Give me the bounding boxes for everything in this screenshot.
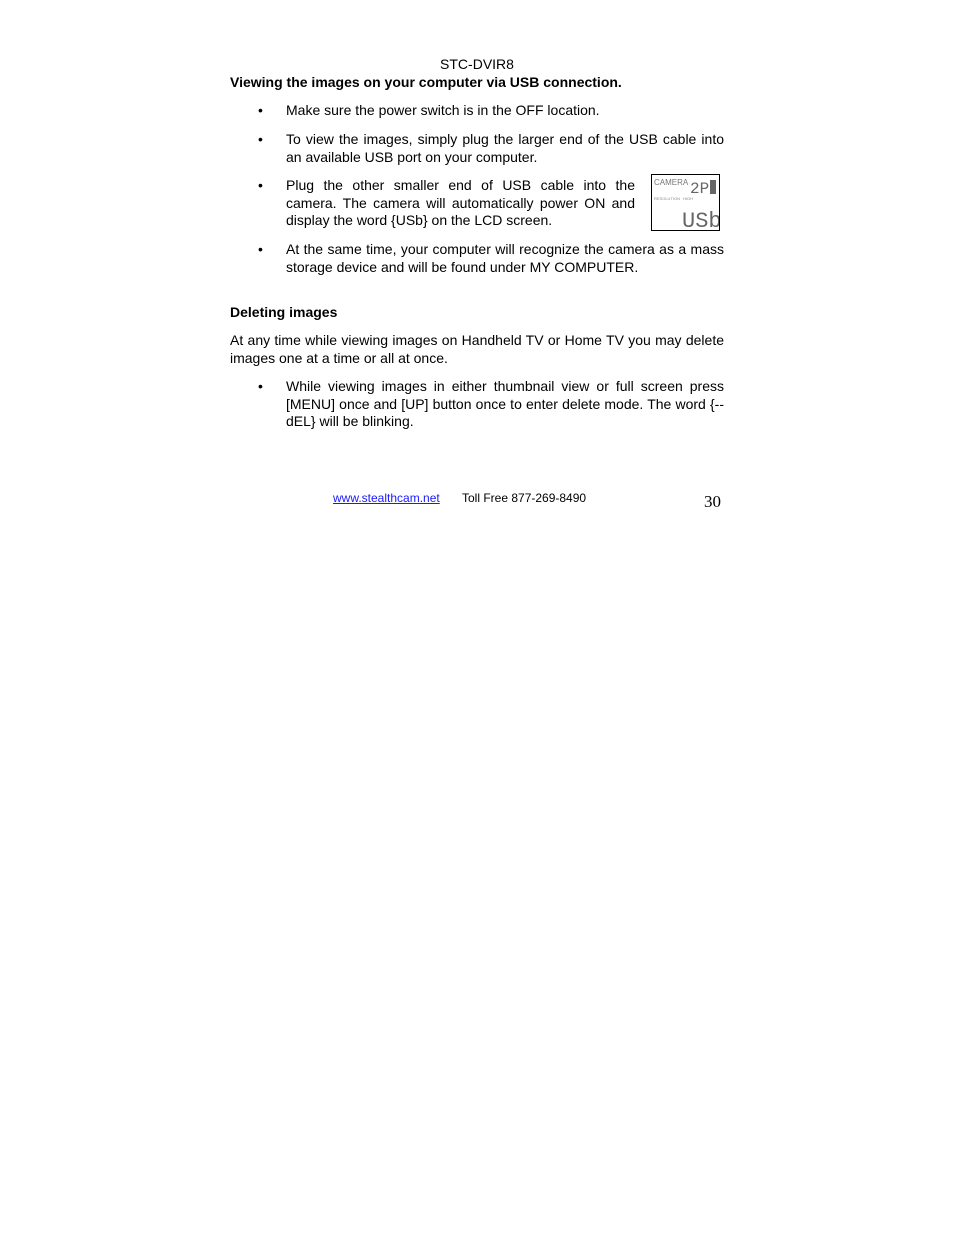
list-item-text: While viewing images in either thumbnail view or full screen press [MENU] once and [UP] button once to enter delete mode. The word {--dEL} will be blinking. bbox=[286, 378, 724, 429]
bullet-icon: • bbox=[258, 241, 263, 257]
list-item-text: To view the images, simply plug the larger end of the USB cable into an available USB port on your computer. bbox=[286, 131, 724, 165]
website-link[interactable]: www.stealthcam.net bbox=[333, 491, 440, 505]
bullet-icon: • bbox=[258, 177, 263, 193]
list-item-text: Plug the other smaller end of USB cable into the camera. The camera will automatically power ON and display the word {USb} on the LCD screen. bbox=[286, 177, 635, 228]
page-number: 30 bbox=[704, 492, 721, 511]
bullet-icon: • bbox=[258, 378, 263, 394]
toll-free-number: Toll Free 877-269-8490 bbox=[462, 491, 587, 505]
lcd-screen-illustration bbox=[651, 174, 720, 231]
lcd-resolution-value: HIGH bbox=[683, 196, 693, 201]
section-heading-usb: Viewing the images on your computer via USB connection. bbox=[230, 74, 622, 90]
lcd-mode-label: CAMERA bbox=[654, 178, 689, 187]
list-item-text: Make sure the power switch is in the OFF location. bbox=[286, 102, 600, 118]
lcd-count: 2P bbox=[690, 180, 710, 198]
bullet-icon: • bbox=[258, 102, 263, 118]
lcd-resolution-label: RESOLUTION bbox=[654, 196, 681, 201]
delete-intro-paragraph: At any time while viewing images on Handheld TV or Home TV you may delete images one at a time or all at once. bbox=[230, 332, 724, 366]
section-heading-delete: Deleting images bbox=[230, 304, 338, 320]
lcd-main-display: USb bbox=[682, 209, 719, 230]
list-item-text: At the same time, your computer will recognize the camera as a mass storage device and will be found under MY COMPUTER. bbox=[286, 241, 724, 275]
page-header-model: STC-DVIR8 bbox=[440, 56, 514, 72]
battery-icon bbox=[710, 180, 716, 194]
bullet-icon: • bbox=[258, 131, 263, 147]
lcd-display-graphic bbox=[652, 175, 719, 230]
